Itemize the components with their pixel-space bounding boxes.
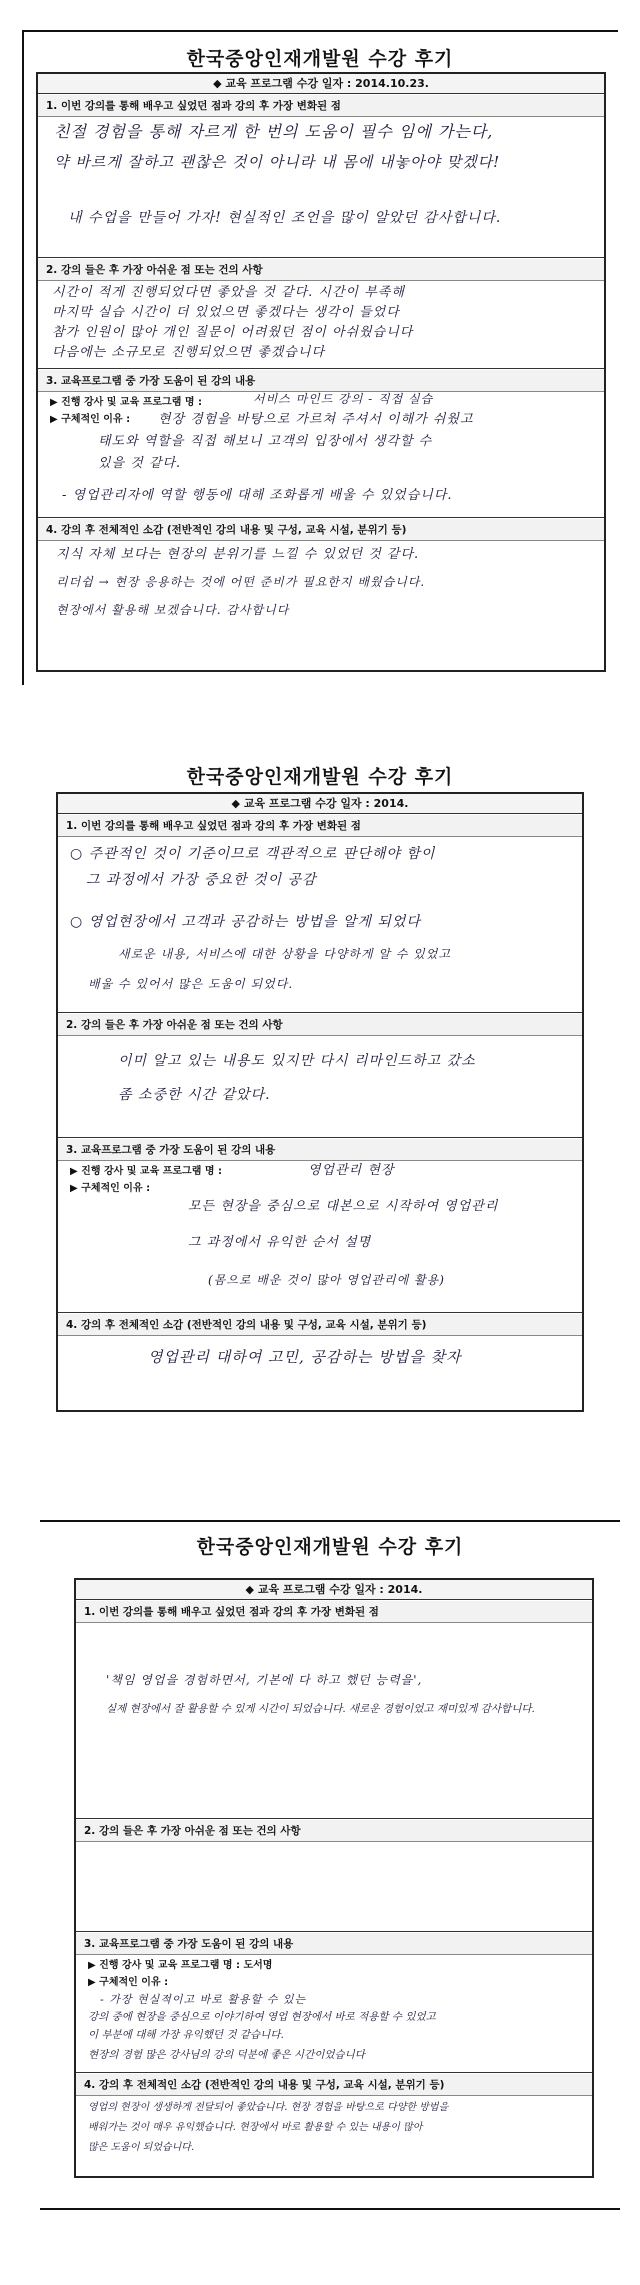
handwritten-line: 배워가는 것이 매우 유익했습니다. 현장에서 바로 활용할 수 있는 내용이 많아 [88,2122,423,2133]
section-helpful-lecture [76,1933,592,2073]
handwritten-line: 좀 소중한 시간 같았다. [118,1087,271,1103]
handwritten-line: 있을 것 같다. [98,456,182,471]
section-helpful-lecture [58,1139,582,1313]
section-heading: 2. 강의 들은 후 가장 아쉬운 점 또는 건의 사항 [38,259,604,281]
handwritten-line: 이 부분에 대해 가장 유익했던 것 같습니다. [88,2029,284,2041]
section-heading: 1. 이번 강의를 통해 배우고 싶었던 점과 강의 후 가장 변화된 점 [76,1601,592,1623]
review-sheet-1 [22,30,618,685]
sheet-title: 한국중앙인재개발원 수강 후기 [186,48,454,70]
section-heading: 3. 교육프로그램 중 가장 도움이 된 강의 내용 [76,1933,592,1955]
handwritten-line: 영업관리 대하여 고민, 공감하는 방법을 찾자 [148,1348,462,1366]
handwritten-line: 약 바르게 잘하고 괜찮은 것이 아니라 내 몸에 내놓아야 맞겠다! [54,153,501,171]
handwritten-line: 현장의 경험 많은 강사님의 강의 덕분에 좋은 시간이었습니다 [88,2049,365,2061]
sheet-bottom-rule [40,2208,620,2210]
handwritten-line: 서비스 마인드 강의 - 직접 실습 [253,392,434,406]
handwritten-line: '책임 영업을 경험하면서, 기본에 다 하고 했던 능력을', [106,1673,423,1687]
handwritten-line: 그 과정에서 가장 중요한 것이 공감 [86,872,317,888]
section-heading: 1. 이번 강의를 통해 배우고 싶었던 점과 강의 후 가장 변화된 점 [38,95,604,117]
sheet-title: 한국중앙인재개발원 수강 후기 [196,1536,464,1558]
section-overall-impression [76,2074,592,2176]
section-suggestions [38,259,604,369]
date-label: ◆ 교육 프로그램 수강 일자 : 2014.10.23. [38,74,604,94]
section-heading: 2. 강의 들은 후 가장 아쉬운 점 또는 건의 사항 [58,1014,582,1036]
handwritten-line: 현장에서 활용해 보겠습니다. 감사합니다 [56,603,290,617]
form-frame [36,72,606,672]
handwritten-line: 영업의 현장이 생생하게 전달되어 좋았습니다. 현장 경험을 바탕으로 다양한 방법을 [88,2102,449,2113]
date-label: ◆ 교육 프로그램 수강 일자 : 2014. [76,1580,592,1600]
handwritten-line: - 영업관리자에 역할 행동에 대해 조화롭게 배울 수 있었습니다. [62,488,453,503]
scan-edge-mark [22,30,24,685]
handwritten-line: 많은 도움이 되었습니다. [88,2142,195,2153]
section-changes [38,95,604,258]
review-sheet-2 [40,750,600,1420]
handwritten-line: 지식 자체 보다는 현장의 분위기를 느낄 수 있었던 것 같다. [56,547,420,562]
instructor-program-label: ▶ 진행 강사 및 교육 프로그램 명 : [70,1166,222,1177]
handwritten-line: 참가 인원이 많아 개인 질문이 어려웠던 점이 아쉬웠습니다 [52,325,414,340]
section-heading: 1. 이번 강의를 통해 배우고 싶었던 점과 강의 후 가장 변화된 점 [58,815,582,837]
section-heading: 2. 강의 들은 후 가장 아쉬운 점 또는 건의 사항 [76,1820,592,1842]
handwritten-line: 모든 현장을 중심으로 대본으로 시작하여 영업관리 [188,1199,499,1214]
date-label: ◆ 교육 프로그램 수강 일자 : 2014. [58,794,582,814]
form-frame [56,792,584,1412]
handwritten-line: 강의 중에 현장을 중심으로 이야기하여 영업 현장에서 바로 적용할 수 있었고 [88,2011,436,2023]
handwritten-line: 현장 경험을 바탕으로 가르쳐 주셔서 이해가 쉬웠고 [158,412,474,427]
handwritten-line: 이미 알고 있는 내용도 있지만 다시 리마인드하고 갔소 [118,1053,476,1069]
section-overall-impression [58,1314,582,1410]
section-heading: 3. 교육프로그램 중 가장 도움이 된 강의 내용 [38,370,604,392]
handwritten-line: 내 수업을 만들어 가자! 현실적인 조언을 많이 알았던 감사합니다. [68,210,502,226]
handwritten-line: - 가장 현실적이고 바로 활용할 수 있는 [100,1993,307,2006]
section-heading: 4. 강의 후 전체적인 소감 (전반적인 강의 내용 및 구성, 교육 시설, 분위기 등) [38,519,604,541]
sheet-top-rule [40,1520,620,1522]
handwritten-line: 실제 현장에서 잘 활용할 수 있게 시간이 되었습니다. 새로운 경험이었고 재미있게 감사합니다. [106,1703,535,1715]
section-overall-impression [38,519,604,672]
sheet-top-rule [22,30,618,32]
handwritten-line: 마지막 실습 시간이 더 있었으면 좋겠다는 생각이 들었다 [52,305,400,320]
instructor-program-label: ▶ 진행 강사 및 교육 프로그램 명 : 도서명 [88,1960,273,1971]
section-suggestions [76,1820,592,1932]
handwritten-line: 시간이 적게 진행되었다면 좋았을 것 같다. 시간이 부족해 [52,285,405,300]
section-changes [76,1601,592,1819]
handwritten-line: 그 과정에서 유익한 순서 설명 [188,1235,372,1250]
section-heading: 3. 교육프로그램 중 가장 도움이 된 강의 내용 [58,1139,582,1161]
section-heading: 4. 강의 후 전체적인 소감 (전반적인 강의 내용 및 구성, 교육 시설, 분위기 등) [58,1314,582,1336]
review-sheet-3 [40,1520,620,2210]
section-heading: 4. 강의 후 전체적인 소감 (전반적인 강의 내용 및 구성, 교육 시설, 분위기 등) [76,2074,592,2096]
handwritten-line: 배울 수 있어서 많은 도움이 되었다. [88,977,294,991]
section-changes [58,815,582,1013]
handwritten-line: 리더쉽 → 현장 응용하는 것에 어떤 준비가 필요한지 배웠습니다. [56,575,426,589]
handwritten-line: (몸으로 배운 것이 많아 영업관리에 활용) [208,1273,445,1287]
handwritten-line: 새로운 내용, 서비스에 대한 상황을 다양하게 알 수 있었고 [118,947,451,961]
handwritten-line: ○ 영업현장에서 고객과 공감하는 방법을 알게 되었다 [70,914,421,930]
handwritten-line: 친절 경험을 통해 자르게 한 번의 도움이 필수 임에 가는다, [54,122,494,141]
reason-label: ▶ 구체적인 이유 : [50,414,131,425]
sheet-title: 한국중앙인재개발원 수강 후기 [186,766,454,788]
reason-label: ▶ 구체적인 이유 : [88,1977,169,1988]
instructor-program-label: ▶ 진행 강사 및 교육 프로그램 명 : [50,397,202,408]
reason-label: ▶ 구체적인 이유 : [70,1183,151,1194]
handwritten-line: ○ 주관적인 것이 기준이므로 객관적으로 판단해야 함이 [70,846,436,862]
section-suggestions [58,1014,582,1138]
handwritten-line: 영업관리 현장 [308,1163,395,1178]
handwritten-line: 다음에는 소규모로 진행되었으면 좋겠습니다 [52,345,325,360]
handwritten-line: 태도와 역할을 직접 해보니 고객의 입장에서 생각할 수 [98,434,433,449]
form-frame [74,1578,594,2178]
section-helpful-lecture [38,370,604,518]
